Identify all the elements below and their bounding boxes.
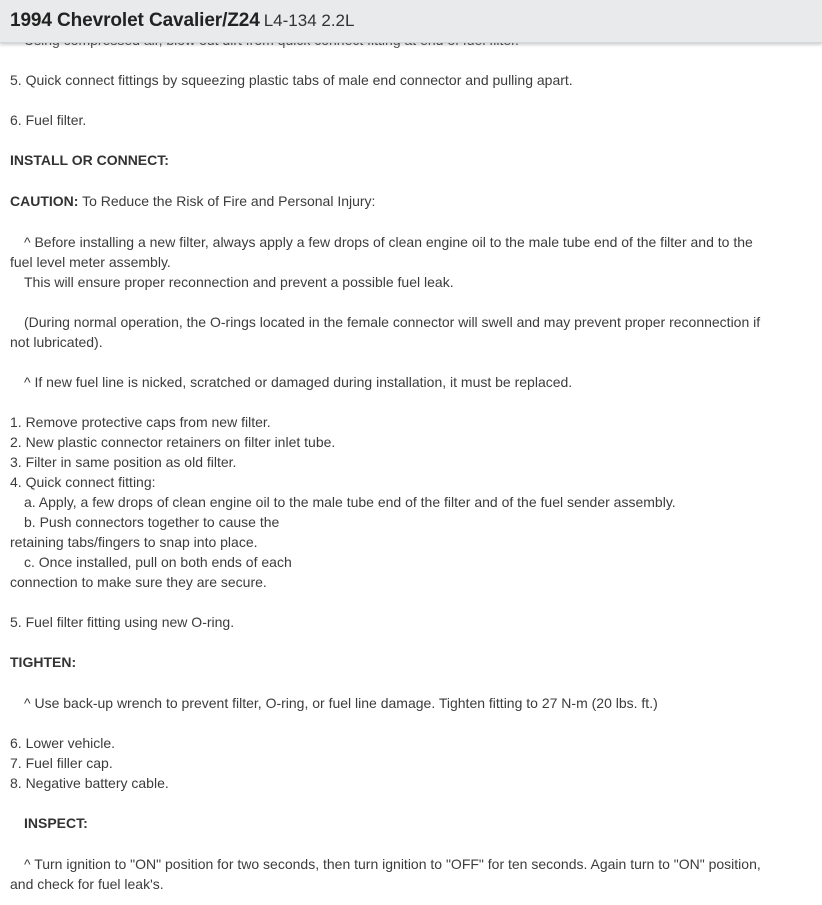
document-header (0, 0, 822, 43)
note-oil-line-3: This will ensure proper reconnection and prevent a possible fuel leak. (24, 274, 454, 290)
install-step-8: 8. Negative battery cable. (10, 775, 169, 791)
inspect-note-line-2: and check for fuel leak's. (10, 876, 164, 892)
install-step-3: 3. Filter in same position as old filter. (10, 454, 237, 470)
install-step-7: 7. Fuel filler cap. (10, 755, 113, 771)
install-substep-c-line-2: connection to make sure they are secure. (10, 574, 267, 590)
inspect-note-line-1: ^ Turn ignition to "ON" position for two seconds, then turn ignition to "OFF" for ten seconds. Again turn to "ON" position, (24, 856, 761, 872)
install-step-1: 1. Remove protective caps from new filter. (10, 414, 271, 430)
install-step-4: 4. Quick connect fitting: (10, 474, 156, 490)
install-step-6: 6. Lower vehicle. (10, 735, 116, 751)
tighten-note: ^ Use back-up wrench to prevent filter, O-ring, or fuel line damage. Tighten fitting to 27 N-m (20 lbs. ft.) (24, 695, 658, 711)
caution-label: CAUTION: (10, 193, 79, 209)
install-substep-c-line-1: c. Once installed, pull on both ends of each (24, 554, 292, 570)
vehicle-title: 1994 Chevrolet Cavalier/Z24 (10, 10, 260, 31)
inspect-heading: INSPECT: (24, 815, 88, 831)
note-fuel-line: ^ If new fuel line is nicked, scratched or damaged during installation, it must be replaced. (24, 374, 573, 390)
install-substep-b-line-2: retaining tabs/fingers to snap into place. (10, 534, 258, 550)
note-oil-line-1: ^ Before installing a new filter, always apply a few drops of clean engine oil to the male tube end of the filter and to the (24, 234, 753, 250)
tighten-heading: TIGHTEN: (10, 654, 77, 670)
note-orings-line-2: not lubricated). (10, 334, 103, 350)
install-substep-a: a. Apply, a few drops of clean engine oil to the male tube end of the filter and of the fuel sender assembly. (24, 494, 676, 510)
install-heading: INSTALL OR CONNECT: (10, 152, 169, 168)
removal-step-5: 5. Quick connect fittings by squeezing plastic tabs of male end connector and pulling apart. (10, 72, 573, 88)
note-orings-line-1: (During normal operation, the O-rings located in the female connector will swell and may prevent proper reconnection if (24, 314, 761, 330)
engine-spec: L4-134 2.2L (263, 11, 355, 30)
install-substep-b-line-1: b. Push connectors together to cause the (24, 514, 280, 530)
caution-text: To Reduce the Risk of Fire and Personal Injury: (78, 193, 376, 209)
install-step-2: 2. New plastic connector retainers on filter inlet tube. (10, 434, 336, 450)
install-step-5: 5. Fuel filter fitting using new O-ring. (10, 614, 235, 630)
note-oil-line-2: fuel level meter assembly. (10, 254, 171, 270)
caution-line (10, 191, 375, 211)
removal-step-6: 6. Fuel filter. (10, 112, 87, 128)
